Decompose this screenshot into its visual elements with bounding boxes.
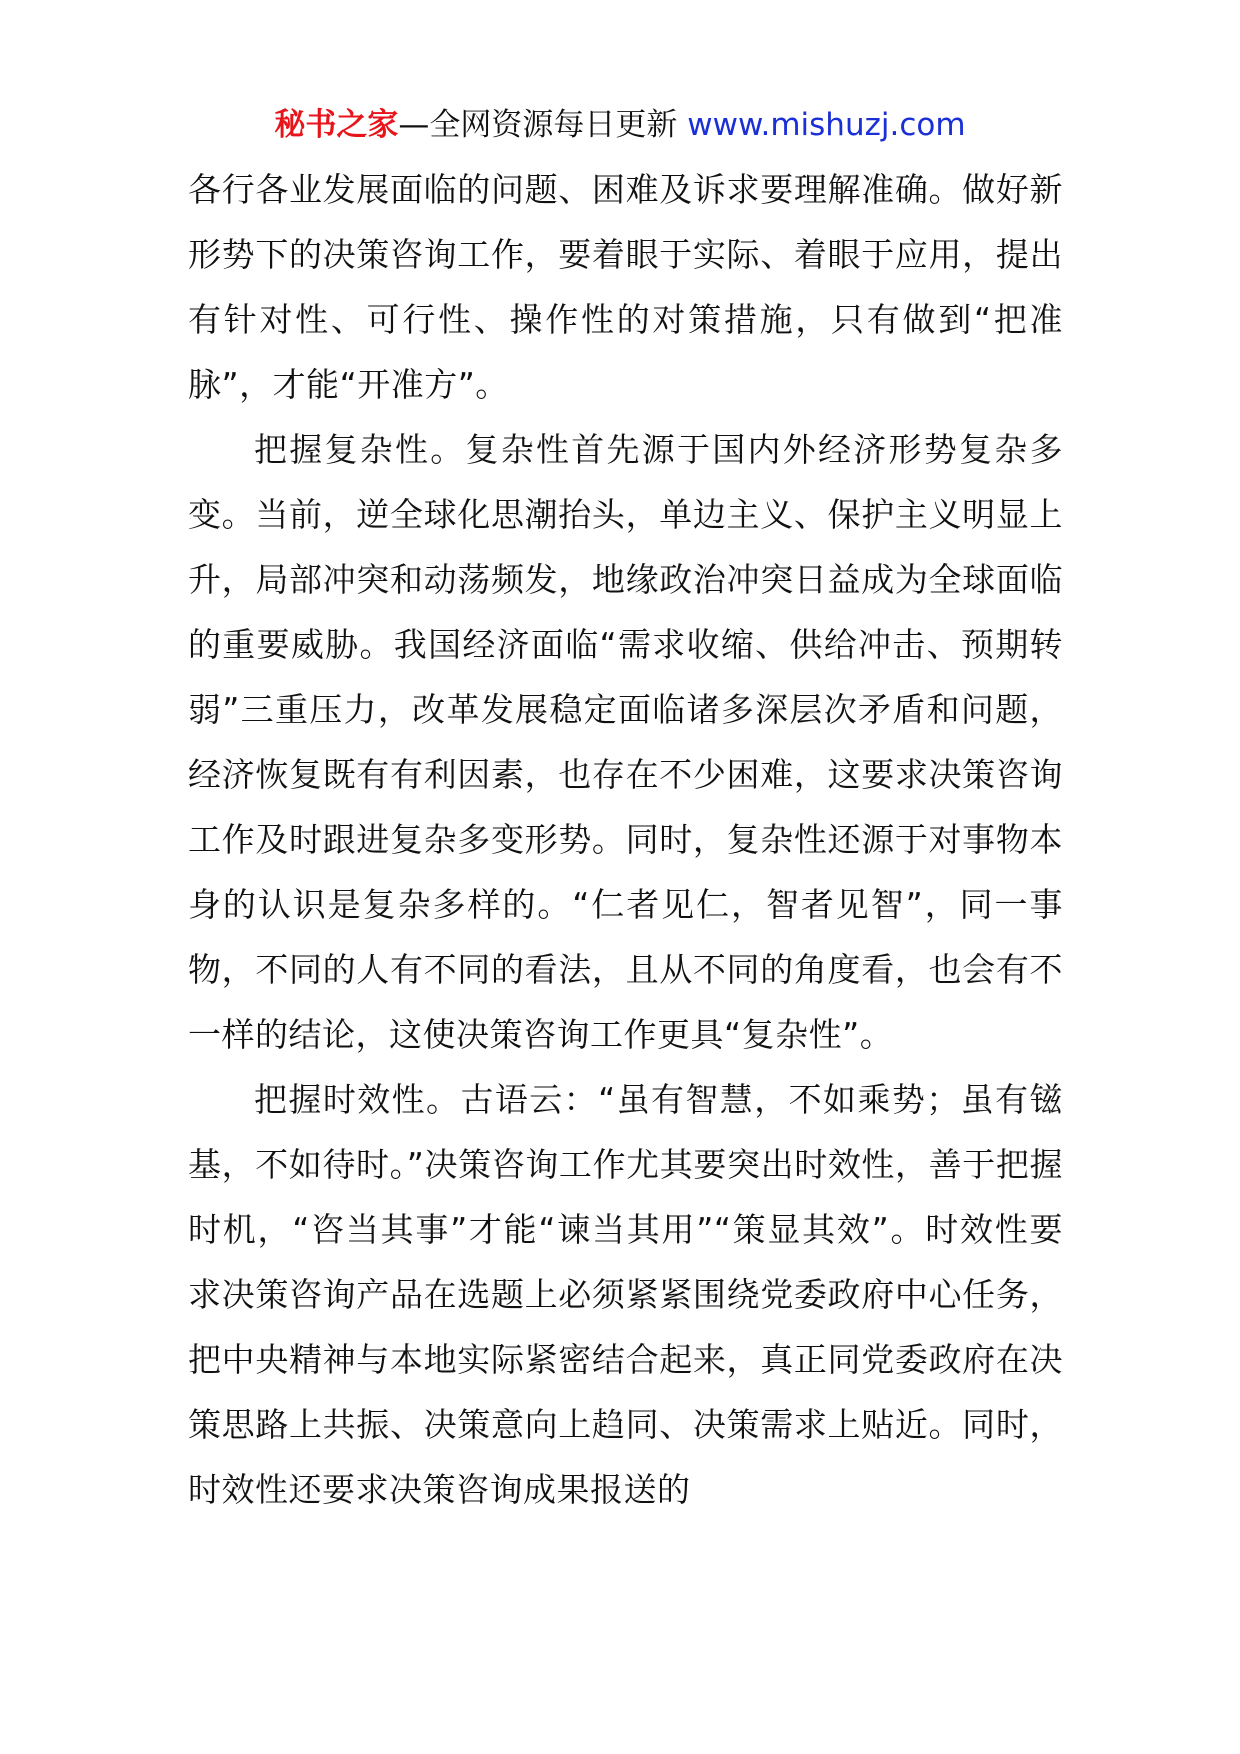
site-header bbox=[0, 100, 1240, 150]
paragraph-complexity: 把握复杂性。复杂性首先源于国内外经济形势复杂多变。当前，逆全球化思潮抬头，单边主义、保护主义明显上升，局部冲突和动荡频发，地缘政治冲突日益成为全球面临的重要威胁。我国经济面临“需求收缩、供给冲击、预期转弱”三重压力，改革发展稳定面临诸多深层次矛盾和问题，经济恢复既有有利因素，也存在不少困难，这要求决策咨询工作及时跟进复杂多变形势。同时，复杂性还源于对事物本身的认识是复杂多样的。“仁者见仁，智者见智”，同一事物，不同的人有不同的看法，且从不同的角度看，也会有不一样的结论，这使决策咨询工作更具“复杂性”。 bbox=[188, 430, 1063, 1054]
site-tagline: —全网资源每日更新 bbox=[398, 107, 678, 143]
site-url-link[interactable]: www.mishuzj.com bbox=[677, 107, 966, 143]
document-body bbox=[188, 157, 1063, 1522]
paragraph-timeliness: 把握时效性。古语云：“虽有智慧，不如乘势；虽有镃基，不如待时。”决策咨询工作尤其要突出时效性，善于把握时机，“咨当其事”才能“谏当其用”“策显其效”。时效性要求决策咨询产品在选题上必须紧紧围绕党委政府中心任务，把中央精神与本地实际紧密结合起来，真正同党委政府在决策思路上共振、决策意向上趋同、决策需求上贴近。同时，时效性还要求决策咨询成果报送的 bbox=[188, 1080, 1063, 1509]
paragraph-continuation: 各行各业发展面临的问题、困难及诉求要理解准确。做好新形势下的决策咨询工作，要着眼于实际、着眼于应用，提出有针对性、可行性、操作性的对策措施，只有做到“把准脉”，才能“开准方”。 bbox=[188, 170, 1063, 404]
site-brand: 秘书之家 bbox=[274, 107, 399, 143]
